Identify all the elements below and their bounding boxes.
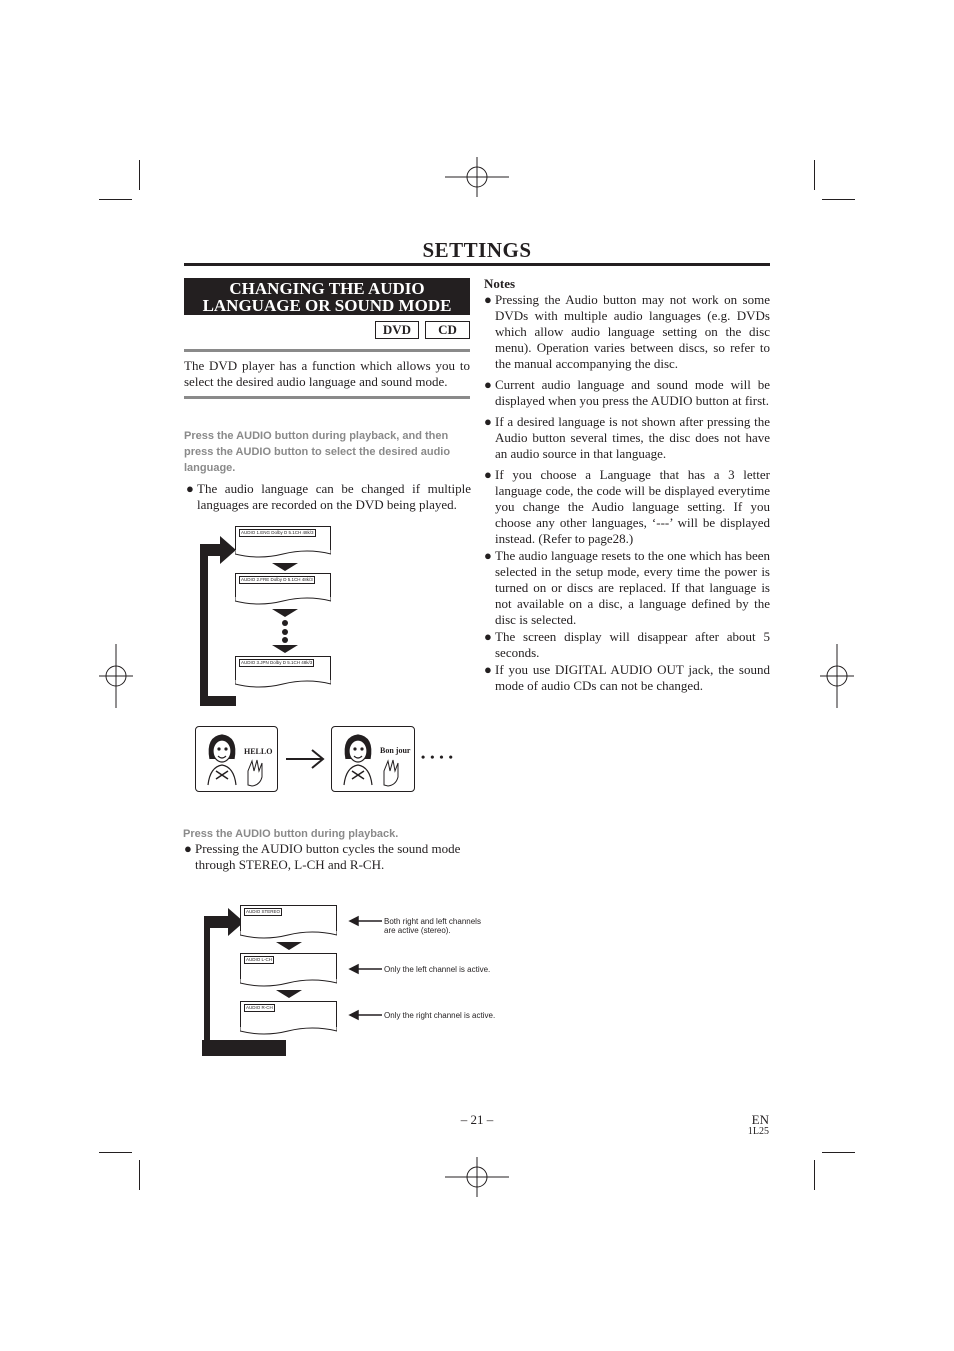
osd-label: AUDIO L-CH [246,957,273,962]
sound-bullet: ● Pressing the AUDIO button cycles the sound mode through STEREO, L-CH and R-CH. [184,841,461,872]
osd-audio-3 [235,656,331,682]
page-number: – 21 – [460,1112,494,1127]
osd-lch [240,953,337,981]
language-bullet: ● The audio language can be changed if multiple languages are recorded on the DVD being played. [186,481,471,512]
loop-arrow [202,908,244,1058]
osd-wave [235,680,331,690]
section-rule-top [184,349,470,352]
osd-label: AUDIO R-CH [246,1005,273,1010]
note-item: ● If you choose a Language that has a 3 letter language code, the code will be displayed everytime you change the Audio language setting. If you choose any other languages, ‘---’ will be displayed instead. (Refer to page28.) [484,467,770,546]
sound-step: Press the AUDIO button during playback. [183,828,399,840]
osd-audio-1 [235,526,331,552]
note-item: ● The audio language resets to the one which has been selected in the setup mode, every time the power is turned on or discs are replaced. If that language is not available on a disc, a language defined by the disc is selected. [484,548,770,627]
caption-arrows [348,914,384,1024]
osd-wave [240,931,337,941]
lang-code: EN [751,1112,769,1127]
right-arrow-icon [284,748,326,770]
section-heading-line2: LANGUAGE OR SOUND MODE [202,296,452,315]
osd-wave [240,1027,337,1037]
girl-icon [200,729,244,789]
intro-text: The DVD player has a function which allows you to select the desired audio language and sound mode. [184,358,470,389]
down-arrow [276,990,302,998]
down-arrow [276,942,302,950]
continuation-dot [282,620,288,626]
caption-stereo: Both right and left channels are active (stereo). [384,917,481,935]
caption-lch: Only the left channel is active. [384,965,491,974]
osd-label: AUDIO 2.FRE Dolby D 5.1CH 48k/3 [241,577,313,582]
continuation-dot [282,637,288,643]
bullet-dot: ● [184,841,192,856]
hand-icon [244,757,266,787]
model-code: 1L25 [747,1126,769,1137]
osd-wave [235,597,331,607]
osd-rch [240,1001,337,1029]
hand-icon [380,757,402,787]
loop-arrow-base [202,1040,286,1056]
notes-title: Notes [484,276,516,291]
note-item: ● Pressing the Audio button may not work on some DVDs with multiple audio languages (e.g. DVDs which allow audio language setting on the disc menu). Operation varies between discs, so refer to the manual accompanying the disc. [484,292,770,371]
girl-icon [336,729,380,789]
down-arrow [272,563,298,571]
osd-label: AUDIO 1.ENG Dolby D 5.1CH 48k/3 [241,530,314,535]
note-item: ● Current audio language and sound mode will be displayed when you press the AUDIO button at first. [484,377,770,408]
osd-wave [240,979,337,989]
section-heading [184,278,470,315]
cd-badge: CD [425,321,470,339]
notes-list [484,292,770,695]
osd-audio-2 [235,573,331,599]
language-step: Press the AUDIO button during playback, and then press the AUDIO button to select the desired audio language. [184,430,451,474]
ellipsis: • • • • [421,750,454,764]
figure-panel-bonjour [331,726,415,792]
section-heading-line1: CHANGING THE AUDIO [229,279,425,298]
osd-label: AUDIO 3.JPN Dolby D 5.1CH 48k/3 [241,660,313,665]
down-arrow [272,609,298,617]
title-rule [184,263,770,266]
caption-rch: Only the right channel is active. [384,1011,496,1020]
osd-stereo [240,905,337,933]
loop-arrow [196,536,236,708]
continuation-dot [282,629,288,635]
osd-label: AUDIO STEREO [246,909,281,914]
speech-hello: HELLO [244,747,273,756]
note-item: ● The screen display will disappear after about 5 seconds. [484,629,770,660]
dvd-badge: DVD [375,321,419,339]
note-item: ● If a desired language is not shown after pressing the Audio button several times, the disc does not have an audio source in that language. [484,414,770,461]
figure-panel-hello [195,726,278,792]
osd-wave [235,550,331,560]
down-arrow [272,645,298,653]
bullet-dot: ● [186,481,194,496]
section-rule-bottom [184,396,470,399]
page-title: SETTINGS [422,238,532,262]
speech-bonjour: Bon jour [380,746,411,755]
note-item: ● If you use DIGITAL AUDIO OUT jack, the sound mode of audio CDs can not be changed. [484,662,770,693]
